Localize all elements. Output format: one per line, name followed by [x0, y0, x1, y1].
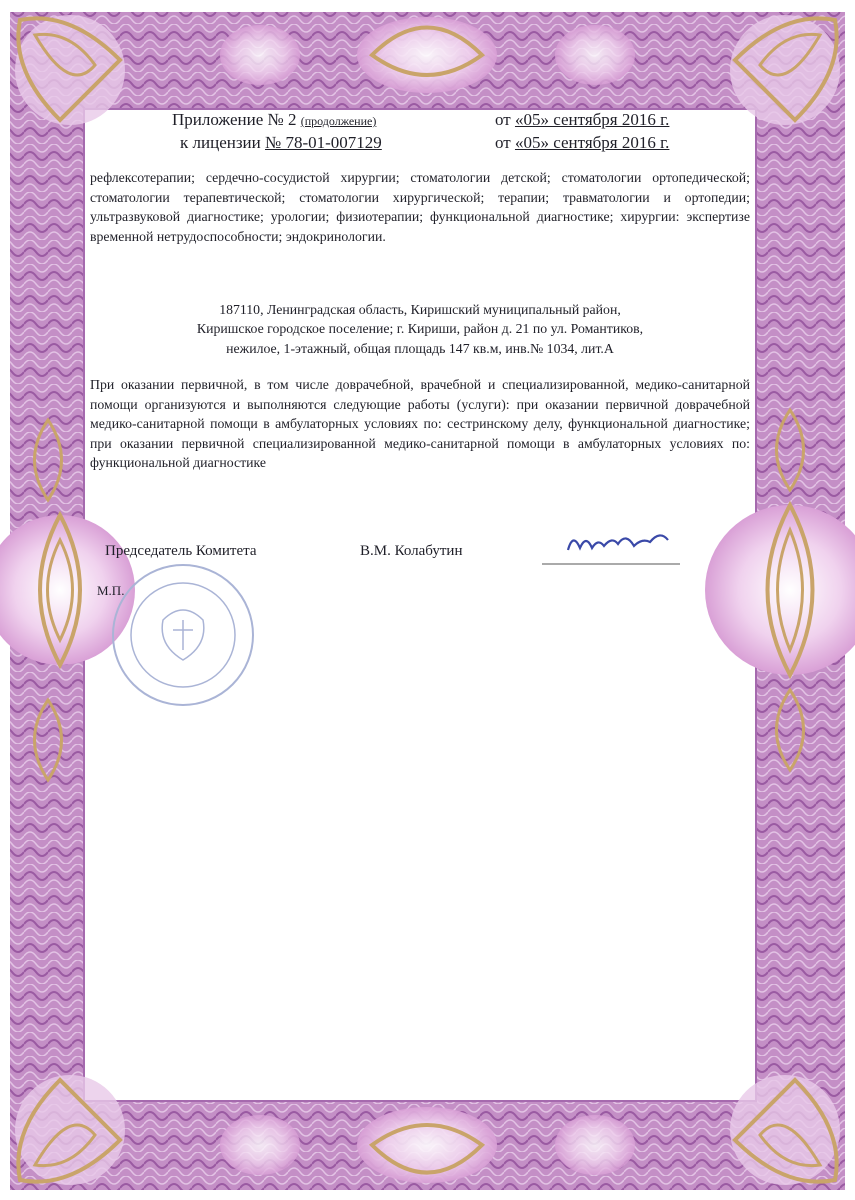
license-prefix: к лицензии: [180, 133, 261, 152]
appendix-date: [495, 110, 669, 130]
license-number: № 78-01-007129: [265, 133, 382, 152]
corner-ornament-bl: [15, 1075, 125, 1185]
corner-ornament-br: [730, 1075, 840, 1185]
address-line-2: Киришское городское поселение; г. Кириши, район д. 21 по ул. Романтиков,: [196, 321, 644, 336]
signatory-position: Председатель Комитета: [105, 543, 257, 559]
license-date-prefix: от: [495, 133, 511, 152]
corner-ornament-tl: [15, 15, 125, 125]
seal-label: М.П.: [97, 583, 125, 598]
address-line-1: 187110, Ленинградская область, Киришский муниципальный район,: [219, 302, 621, 317]
license-reference: [180, 133, 382, 153]
corner-ornament-tr: [730, 15, 840, 125]
appendix-note: (продолжение): [300, 114, 377, 128]
handwritten-signature-icon: [538, 520, 688, 570]
services-list: рефлексотерапии; сердечно-сосудистой хирургии; стоматологии детской; стоматологии ортопедической; стоматологии терапевтической; стоматологии хирургической; терапии; травматологии и ортопедии; ультразвуковой диагностике; урологии; физиотерапии; функциональной диагностике; хирургии: экспертизе временной нетрудоспособности; эндокринологии.: [90, 170, 750, 244]
right-rosette: [705, 505, 855, 675]
appendix-date-prefix: от: [495, 110, 511, 129]
signatory-name: В.М. Колабутин: [360, 543, 463, 559]
appendix-prefix: Приложение № 2: [172, 110, 297, 129]
appendix-title: [172, 110, 376, 130]
appendix-date-value: «05» сентября 2016 г.: [514, 110, 670, 129]
license-date-value: «05» сентября 2016 г.: [514, 133, 670, 152]
works-paragraph: При оказании первичной, в том числе доврачебной, врачебной и специализированной, медико-санитарной помощи организуются и выполняются следующие работы (услуги): при оказании первичной доврачебной медико-санитарной помощи в амбулаторных условиях по: сестринскому делу, функциональной диагностике; при оказании первичной специализированной медико-санитарной помощи в амбулаторных условиях по: функциональной диагностике: [90, 377, 750, 470]
license-date: [495, 133, 669, 153]
address-line-3: нежилое, 1-этажный, общая площадь 147 кв.м, инв.№ 1034, лит.А: [226, 341, 614, 356]
official-stamp-icon: [108, 560, 258, 710]
